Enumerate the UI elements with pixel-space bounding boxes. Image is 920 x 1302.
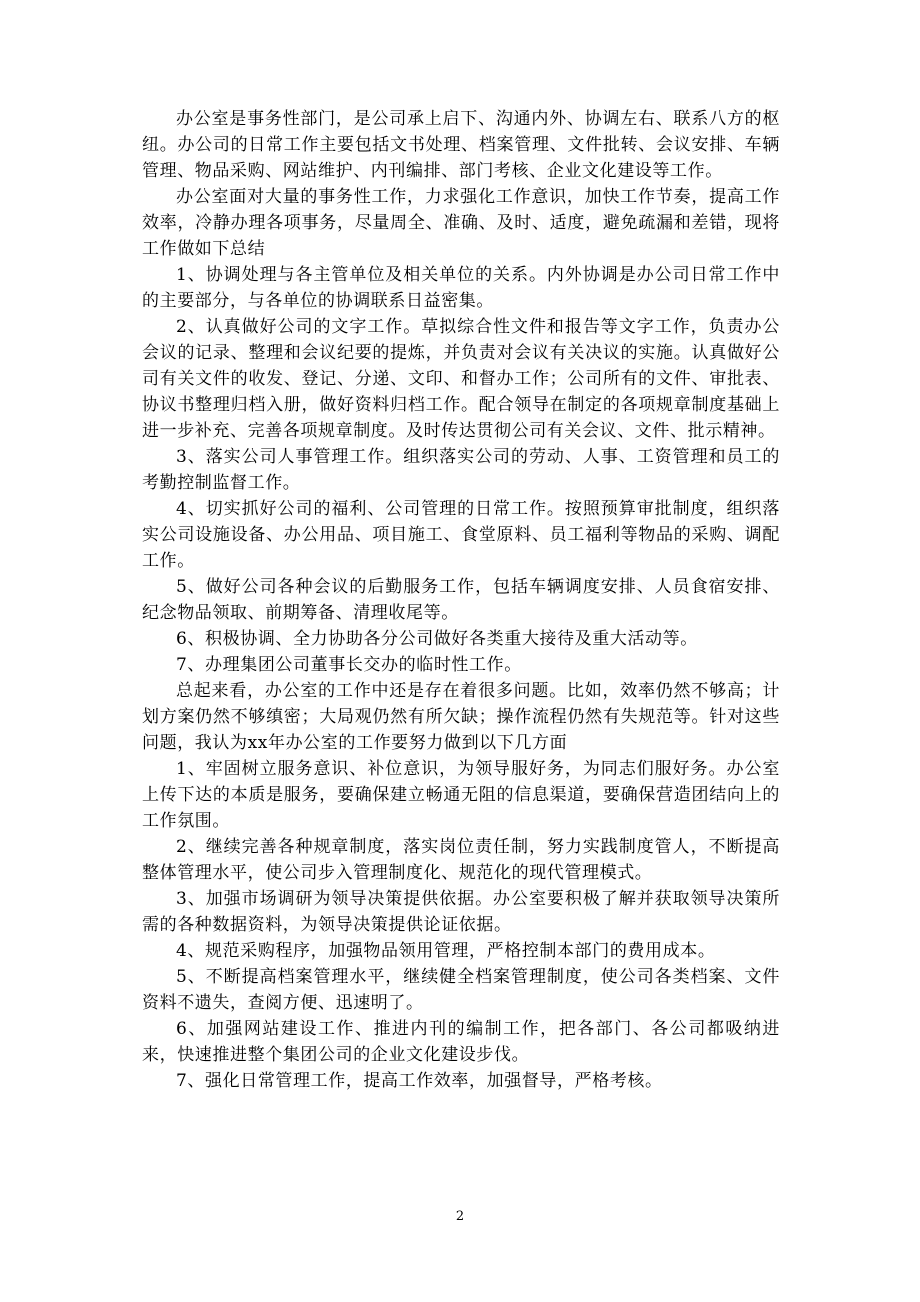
paragraph-plan-1: 1、牢固树立服务意识、补位意识，为领导服好务，为同志们服好务。办公室上传下达的本质是服务，要确保建立畅通无阻的信息渠道，要确保营造团结向上的工作氛围。 — [142, 759, 780, 831]
paragraph-plan-2: 2、继续完善各种规章制度，落实岗位责任制，努力实践制度管人，不断提高整体管理水平，使公司步入管理制度化、规范化的现代管理模式。 — [142, 837, 780, 883]
paragraph-item-1: 1、协调处理与各主管单位及相关单位的关系。内外协调是办公司日常工作中的主要部分，与各单位的协调联系日益密集。 — [142, 265, 780, 311]
paragraph-item-4: 4、切实抓好公司的福利、公司管理的日常工作。按照预算审批制度，组织落实公司设施设备、办公用品、项目施工、食堂原料、员工福利等物品的采购、调配工作。 — [142, 499, 780, 571]
page-number: 2 — [455, 1209, 465, 1224]
paragraph-plan-3: 3、加强市场调研为领导决策提供依据。办公室要积极了解并获取领导决策所需的各种数据资料，为领导决策提供论证依据。 — [142, 889, 780, 935]
paragraph-item-5: 5、做好公司各种会议的后勤服务工作，包括车辆调度安排、人员食宿安排、纪念物品领取、前期筹备、清理收尾等。 — [142, 577, 780, 623]
paragraph-plan-6: 6、加强网站建设工作、推进内刊的编制工作，把各部门、各公司都吸纳进来，快速推进整个集团公司的企业文化建设步伐。 — [142, 1019, 780, 1065]
document-body — [142, 106, 780, 1094]
paragraph-intro: 办公室是事务性部门，是公司承上启下、沟通内外、协调左右、联系八方的枢纽。办公司的日常工作主要包括文书处理、档案管理、文件批转、会议安排、车辆管理、物品采购、网站维护、内刊编排、部门考核、企业文化建设等工作。 — [142, 109, 780, 181]
paragraph-item-7: 7、办理集团公司董事长交办的临时性工作。 — [176, 655, 522, 675]
paragraph-plan-7: 7、强化日常管理工作，提高工作效率，加强督导，严格考核。 — [176, 1071, 663, 1091]
paragraph-summary-lead: 办公室面对大量的事务性工作，力求强化工作意识，加快工作节奏，提高工作效率，冷静办理各项事务，尽量周全、准确、及时、适度，避免疏漏和差错，现将工作做如下总结 — [142, 187, 780, 259]
paragraph-item-6: 6、积极协调、全力协助各分公司做好各类重大接待及重大活动等。 — [176, 629, 698, 649]
paragraph-item-3: 3、落实公司人事管理工作。组织落实公司的劳动、人事、工资管理和员工的考勤控制监督工作。 — [142, 447, 780, 493]
paragraph-plan-5: 5、不断提高档案管理水平，继续健全档案管理制度，使公司各类档案、文件资料不遗失，查阅方便、迅速明了。 — [142, 967, 780, 1013]
paragraph-item-2: 2、认真做好公司的文字工作。草拟综合性文件和报告等文字工作，负责办公会议的记录、整理和会议纪要的提炼，并负责对会议有关决议的实施。认真做好公司有关文件的收发、登记、分递、文印、和督办工作；公司所有的文件、审批表、协议书整理归档入册，做好资料归档工作。配合领导在制定的各项规章制度基础上进一步补充、完善各项规章制度。及时传达贯彻公司有关会议、文件、批示精神。 — [142, 317, 780, 441]
paragraph-problems: 总起来看，办公室的工作中还是存在着很多问题。比如，效率仍然不够高；计划方案仍然不够缜密；大局观仍然有所欠缺；操作流程仍然有失规范等。针对这些问题，我认为xx年办公室的工作要努力做到以下几方面 — [142, 681, 780, 753]
paragraph-plan-4: 4、规范采购程序，加强物品领用管理，严格控制本部门的费用成本。 — [176, 941, 716, 961]
